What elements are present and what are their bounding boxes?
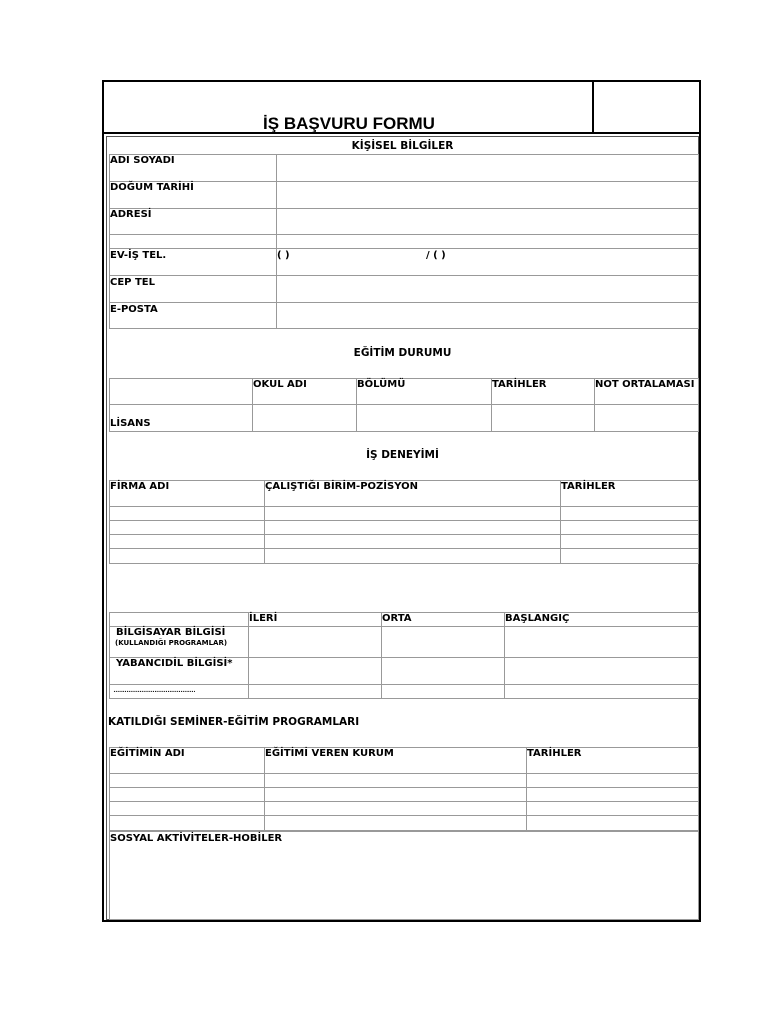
label-email: E-POSTA [110, 304, 158, 315]
exp-col-dates: TARİHLER [561, 481, 616, 492]
hobbies-box [109, 831, 699, 920]
exp-col-position: ÇALIŞTIĞI BİRİM-POZİSYON [265, 481, 418, 492]
form-frame [102, 80, 701, 922]
skill-col-intermediate: ORTA [382, 613, 412, 624]
phone-format-left: ( ) [277, 250, 290, 261]
exp-col-company: FİRMA ADI [110, 481, 170, 492]
title-box [104, 82, 594, 132]
personal-heading: KİŞİSEL BİLGİLER [351, 140, 454, 152]
form-title: İŞ BAŞVURU FORMU [263, 114, 435, 133]
experience-table [109, 480, 699, 564]
seminars-heading: KATILDIĞI SEMİNER-EĞİTİM PROGRAMLARI [108, 716, 360, 728]
skill-col-advanced: İLERİ [249, 613, 278, 624]
edu-col-gpa: NOT ORTALAMASI [595, 379, 695, 390]
label-mobile: CEP TEL [110, 277, 156, 288]
title-row [104, 82, 699, 134]
form-body [106, 136, 699, 920]
sem-col-institution: EĞİTİMİ VEREN KURUM [265, 748, 394, 759]
skill-row-computer-note: (KULLANDIĞI PROGRAMLAR) [115, 639, 228, 647]
skill-row-language: YABANCIDİL BİLGİSİ* [116, 658, 233, 669]
sem-col-name: EĞİTİMİN ADI [110, 748, 185, 759]
phone-format-right: / ( ) [426, 250, 446, 261]
skill-row-other-dots: ............................................ [113, 685, 195, 695]
label-address: ADRESİ [110, 209, 152, 220]
edu-row-bachelor: LİSANS [110, 418, 151, 429]
education-heading: EĞİTİM DURUMU [353, 347, 452, 359]
skill-row-computer: BİLGİSAYAR BİLGİSİ [116, 627, 226, 638]
sem-col-dates: TARİHLER [527, 748, 582, 759]
label-phone: EV-İŞ TEL. [110, 250, 167, 261]
label-name: ADI SOYADI [110, 155, 175, 166]
edu-col-school: OKUL ADI [253, 379, 307, 390]
hobbies-heading: SOSYAL AKTİVİTELER-HOBİLER [110, 833, 283, 844]
label-birthdate: DOĞUM TARİHİ [110, 182, 194, 193]
seminars-table [109, 747, 699, 831]
skill-col-beginner: BAŞLANGIÇ [505, 613, 570, 624]
edu-col-department: BÖLÜMÜ [357, 379, 406, 390]
experience-heading: İŞ DENEYİMİ [366, 449, 439, 461]
edu-col-dates: TARİHLER [492, 379, 547, 390]
